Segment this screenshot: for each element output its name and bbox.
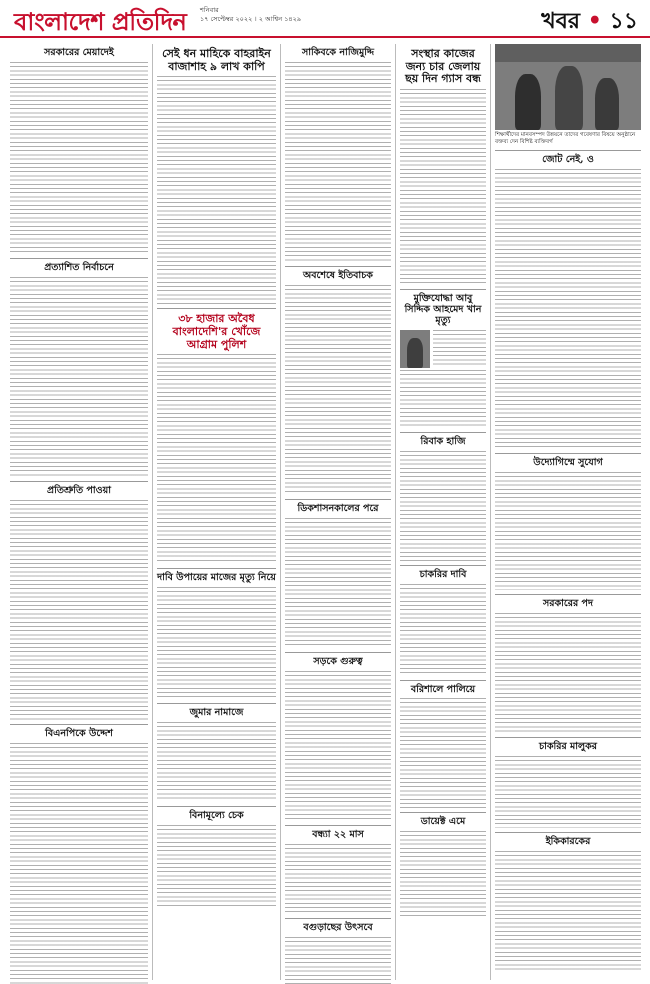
portrait-photo [400,330,430,368]
article-headline: মুক্তিযোদ্ধা আবু সিদ্দিক আহমেদ খান মৃত্যু [404,292,482,326]
news-photo [495,44,641,130]
column-divider [395,44,396,980]
article-body [157,76,276,304]
article-body [495,851,641,973]
article-headline: বন্ধ্যা ২২ মাস [312,828,364,840]
article-divider [285,266,391,267]
article-body [400,584,486,676]
article-divider [495,594,641,595]
article-divider [285,499,391,500]
article-divider [285,652,391,653]
article-headline: ডিকশাসনকালের পরে [297,502,379,514]
article-divider [10,724,148,725]
page-number: ১১ [609,8,638,34]
article-body [285,62,391,262]
article-headline: বগুড়াছের উৎসবে [303,921,373,933]
article-body [10,500,148,720]
article-headline: উদ্যোগিম্মে সুযোগ [533,456,603,468]
article-headline: ৩৮ হাজার অবৈধ বাংলাদেশি'র খোঁজে আগ্রাম পুলিশ [172,312,261,351]
article-divider [157,703,276,704]
article-headline: বিনামূল্যে চেক [189,810,244,822]
article-body [157,587,276,699]
article-headline: প্রত্যাশিত নির্বাচনে [44,261,114,273]
column-divider [490,44,491,980]
article-divider [400,812,486,813]
column-3 [285,44,391,984]
article-headline: সেই ধন মাহিকে বাহরাইন বাজাশাহ ৯ লাখ কাপি [162,47,271,73]
article-body [157,825,276,907]
article-headline: চাকরির মালুকর [539,740,597,752]
article-divider [400,680,486,681]
weekday: শনিবার [200,6,219,14]
article-headline: জুমার নামাজে [189,707,244,719]
bullet-icon: • [587,8,602,34]
article-divider [400,565,486,566]
article-divider [157,568,276,569]
article-body [495,756,641,828]
article-headline: দাবি উপায়ের মাজের মৃত্যু নিয়ে [157,572,276,584]
article-body [10,743,148,984]
article-body [495,169,641,449]
section-header [541,4,638,41]
article-headline: সরকারের পদ [543,597,593,609]
article-headline: বিএনপিকে উদ্দেশ [45,727,113,739]
article-headline: ডায়েক্ট এমে [420,816,466,828]
article-body [285,518,391,648]
article-body [157,354,276,564]
article-divider [495,737,641,738]
section-title: খবর [541,8,581,34]
article-body [10,62,148,254]
obituary-block [400,330,486,368]
article-body [285,285,391,495]
article-body [10,277,148,477]
article-headline: প্রতিশ্রুতি পাওয়া [47,484,111,496]
column-5 [495,44,641,973]
article-body [285,844,391,914]
column-1 [10,44,148,984]
article-body [495,472,641,590]
article-body [495,613,641,733]
article-body [285,937,391,984]
article-divider [157,806,276,807]
article-headline: বরিশালে পালিয়ে [410,683,476,695]
article-body [285,671,391,821]
article-divider [285,918,391,919]
article-headline: অবশেষে ইতিবাচক [303,269,373,281]
article-body [400,698,486,808]
article-divider [495,150,641,151]
article-headline: সড়কে গুরুত্ব [313,655,363,667]
column-divider [152,44,153,980]
article-divider [400,432,486,433]
column-2 [157,44,276,907]
article-body [400,370,486,428]
article-body [433,330,486,368]
column-4 [400,44,486,917]
article-headline: সরকারের মেয়াদেই [44,47,114,58]
article-divider [285,825,391,826]
photo-caption: শিক্ষার্থীদের মানবসম্পদ উন্নয়নে তাদের গবেষণার বিষয়ে অনুষ্ঠানে বক্তব্য দেন বিশিষ্ট ব্যক্তিবর্গ [495,132,636,145]
issue-date: ১৭ সেপ্টেম্বর ২০২২ । ২ আশ্বিন ১৪২৯ [200,15,302,23]
article-headline: রিবাক হাজি [420,435,466,447]
article-divider [10,258,148,259]
article-divider [495,832,641,833]
article-body [400,831,486,917]
column-divider [280,44,281,980]
article-body [400,89,486,285]
dateline [200,6,301,24]
article-headline: সংস্থার কাজের জন্য চার জেলায় ছয় দিন গ্যাস বন্ধ [405,47,481,86]
article-headline: ইকিকারকের [545,835,591,847]
article-divider [157,308,276,309]
article-divider [400,289,486,290]
article-headline: জোট নেই, ও [542,154,594,165]
article-headline: সাকিবকে নাজিমুদ্দি [301,47,375,58]
newspaper-logo: বাংলাদেশ প্রতিদিন [14,7,187,36]
masthead [0,0,650,38]
article-divider [495,453,641,454]
article-divider [10,481,148,482]
article-body [157,722,276,802]
article-body [400,451,486,561]
article-headline: চাকরির দাবি [419,568,467,580]
